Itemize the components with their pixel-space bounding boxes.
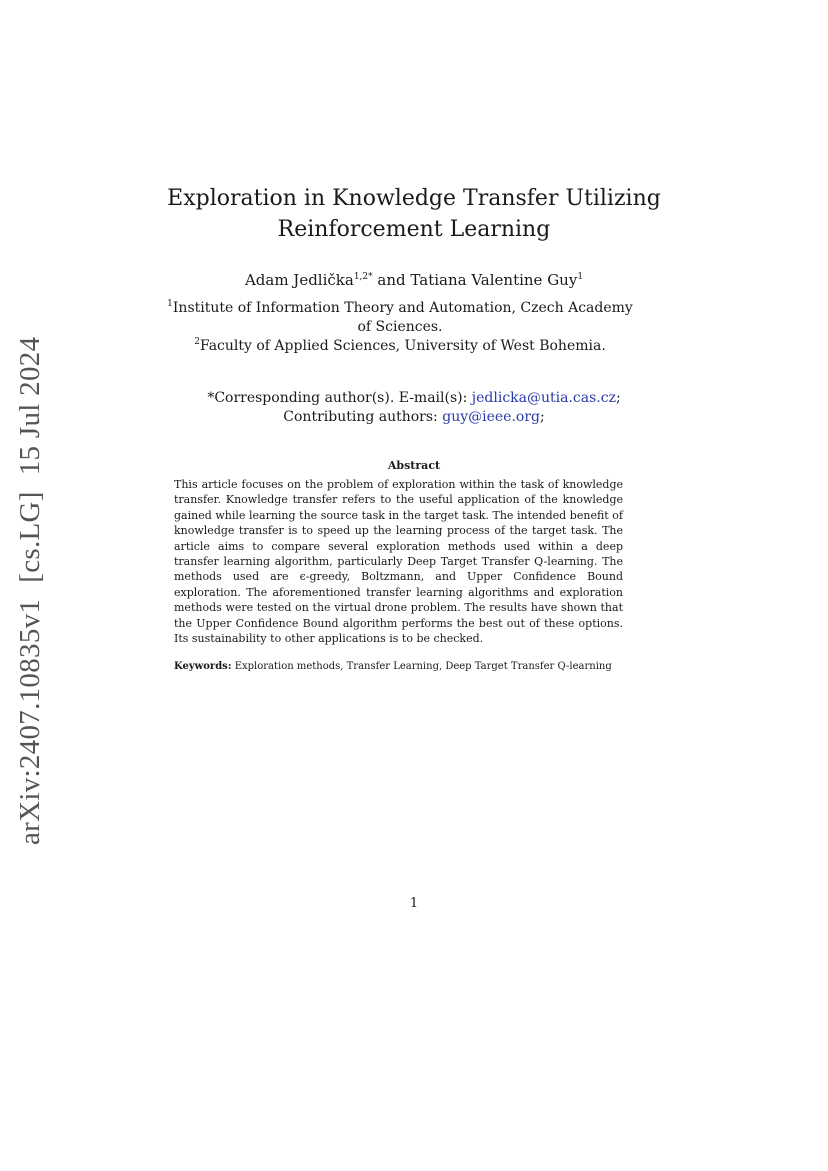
title-line-2: Reinforcement Learning xyxy=(277,217,551,242)
paper-title xyxy=(0,183,828,245)
correspondence-block xyxy=(0,389,828,427)
arxiv-category: [cs.LG] xyxy=(14,491,46,583)
author-name: Tatiana Valentine Guy xyxy=(410,271,578,289)
author-list xyxy=(0,270,828,290)
corresponding-email-link[interactable]: jedlicka@utia.cas.cz xyxy=(471,390,616,406)
contributing-line: Contributing authors: guy@ieee.org; xyxy=(283,409,545,425)
arxiv-id: arXiv:2407.10835v1 xyxy=(14,598,46,845)
affiliation-marker: 1 xyxy=(167,299,173,309)
author-separator: and xyxy=(372,271,411,289)
keywords-text: Exploration methods, Transfer Learning, Deep Target Transfer Q-learning xyxy=(234,661,612,672)
corresponding-label: *Corresponding author(s). E-mail(s): xyxy=(207,390,472,406)
page-number: 1 xyxy=(409,896,419,911)
affiliation-2 xyxy=(165,337,635,356)
contributing-email-link[interactable]: guy@ieee.org xyxy=(442,409,540,425)
affiliation-text: Faculty of Applied Sciences, University of West Bohemia. xyxy=(199,338,606,354)
affiliation-text: Institute of Information Theory and Automation, Czech Academy of Sciences. xyxy=(172,300,633,335)
arxiv-date: 15 Jul 2024 xyxy=(14,336,46,476)
author-affiliation-marker: 1,2* xyxy=(353,272,373,282)
author-name: Adam Jedlička xyxy=(244,271,354,289)
abstract-text: This article focuses on the problem of exploration within the task of knowledge transfer. Knowledge transfer refers to the useful application of the knowledge gained while learning the source task in the target task. The intended benefit of knowledge transfer is to speed up the learning process of the target task. The article aims to compare several exploration methods used within a deep transfer learning algorithm, particularly Deep Target Transfer Q-learning. The methods used are ϵ-greedy, Boltzmann, and Upper Confidence Bound exploration. The aforementioned transfer learning algorithms and exploration methods were tested on the virtual drone problem. The results have shown that the Upper Confidence Bound algorithm performs the best out of these options. Its sustainability to other applications is to be checked. xyxy=(174,478,623,646)
title-line-1: Exploration in Knowledge Transfer Utilizing xyxy=(167,186,661,211)
abstract-heading: Abstract xyxy=(387,459,441,472)
keywords-label: Keywords: xyxy=(174,661,232,672)
keywords-line xyxy=(174,660,634,674)
contributing-label: Contributing authors: xyxy=(283,409,443,425)
author-affiliation-marker: 1 xyxy=(577,272,584,282)
affiliation-1 xyxy=(165,299,635,337)
corresponding-line: *Corresponding author(s). E-mail(s): jedlicka@utia.cas.cz; xyxy=(207,390,621,406)
affiliation-marker: 2 xyxy=(194,337,200,347)
